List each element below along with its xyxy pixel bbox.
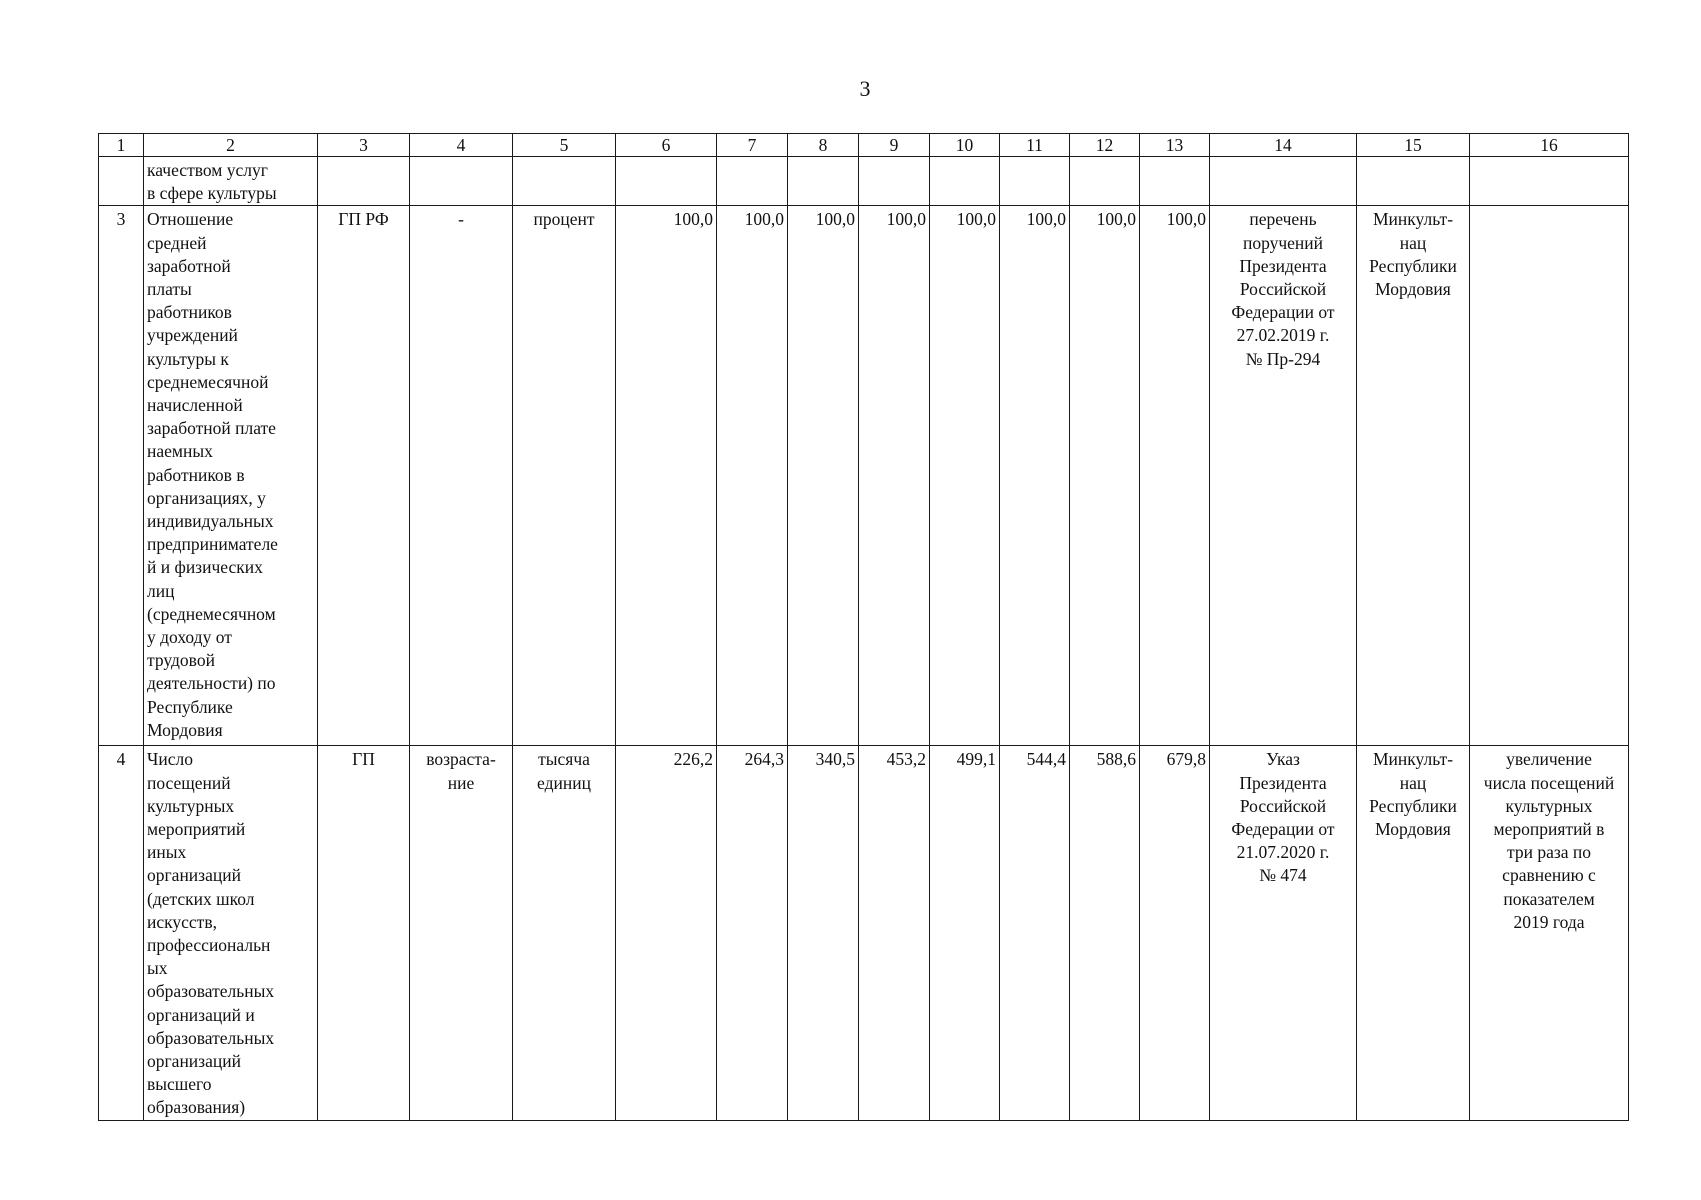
col-header-8: 8 — [788, 134, 859, 157]
basis-document-cell: Указ Президента Российской Федерации от 21.07.2020 г. № 474 — [1210, 746, 1357, 1120]
value-cell: 100,0 — [1000, 206, 1070, 746]
unit-cell: тысяча единиц — [513, 746, 616, 1120]
continuation-name-cell: качеством услуг в сфере культуры — [144, 157, 318, 206]
value-cell: 588,6 — [1070, 746, 1140, 1120]
col-header-3: 3 — [318, 134, 410, 157]
value-cell: 340,5 — [788, 746, 859, 1120]
indicator-type-cell: ГП — [318, 746, 410, 1120]
page-number: 3 — [859, 76, 871, 101]
column-number-row — [99, 134, 1629, 157]
value-cell: 100,0 — [1070, 206, 1140, 746]
col-header-5: 5 — [513, 134, 616, 157]
row-number-cell: 4 — [99, 746, 144, 1120]
table-row — [99, 206, 1629, 746]
value-cell: 100,0 — [717, 206, 788, 746]
value-cell: 100,0 — [616, 206, 717, 746]
value-cell: 100,0 — [930, 206, 1000, 746]
col-header-14: 14 — [1210, 134, 1357, 157]
note-cell — [1470, 206, 1629, 746]
col-header-4: 4 — [410, 134, 513, 157]
value-cell: 679,8 — [1140, 746, 1210, 1120]
col-header-10: 10 — [930, 134, 1000, 157]
value-cell: 100,0 — [859, 206, 930, 746]
trend-cell: возраста- ние — [410, 746, 513, 1120]
responsible-cell: Минкульт- нац Республики Мордовия — [1357, 746, 1470, 1120]
indicator-name-cell: Число посещений культурных мероприятий иных организаций (детских школ искусств, профессиональн ых образовательных организаций и образовательных организаций высшего образования) — [144, 746, 318, 1120]
responsible-cell: Минкульт- нац Республики Мордовия — [1357, 206, 1470, 746]
indicator-name-cell: Отношение средней заработной платы работников учреждений культуры к среднемесячной начисленной заработной плате наемных работников в организациях, у индивидуальных предпринимателе й и физических лиц (среднемесячном у доходу от трудовой деятельности) по Республике Мордовия — [144, 206, 318, 746]
col-header-6: 6 — [616, 134, 717, 157]
value-cell: 264,3 — [717, 746, 788, 1120]
col-header-13: 13 — [1140, 134, 1210, 157]
note-cell: увеличение числа посещений культурных мероприятий в три раза по сравнению с показателем 2019 года — [1470, 746, 1629, 1120]
col-header-2: 2 — [144, 134, 318, 157]
unit-cell: процент — [513, 206, 616, 746]
indicator-type-cell: ГП РФ — [318, 206, 410, 746]
indicators-table — [98, 133, 1629, 1121]
continuation-row — [99, 157, 1629, 206]
table-row — [99, 746, 1629, 1120]
value-cell: 100,0 — [788, 206, 859, 746]
value-cell: 100,0 — [1140, 206, 1210, 746]
trend-cell: - — [410, 206, 513, 746]
col-header-1: 1 — [99, 134, 144, 157]
value-cell: 226,2 — [616, 746, 717, 1120]
value-cell: 453,2 — [859, 746, 930, 1120]
col-header-7: 7 — [717, 134, 788, 157]
row-number-cell: 3 — [99, 206, 144, 746]
value-cell: 499,1 — [930, 746, 1000, 1120]
basis-document-cell: перечень поручений Президента Российской Федерации от 27.02.2019 г. № Пр-294 — [1210, 206, 1357, 746]
value-cell: 544,4 — [1000, 746, 1070, 1120]
col-header-15: 15 — [1357, 134, 1470, 157]
col-header-12: 12 — [1070, 134, 1140, 157]
col-header-11: 11 — [1000, 134, 1070, 157]
col-header-16: 16 — [1470, 134, 1629, 157]
col-header-9: 9 — [859, 134, 930, 157]
